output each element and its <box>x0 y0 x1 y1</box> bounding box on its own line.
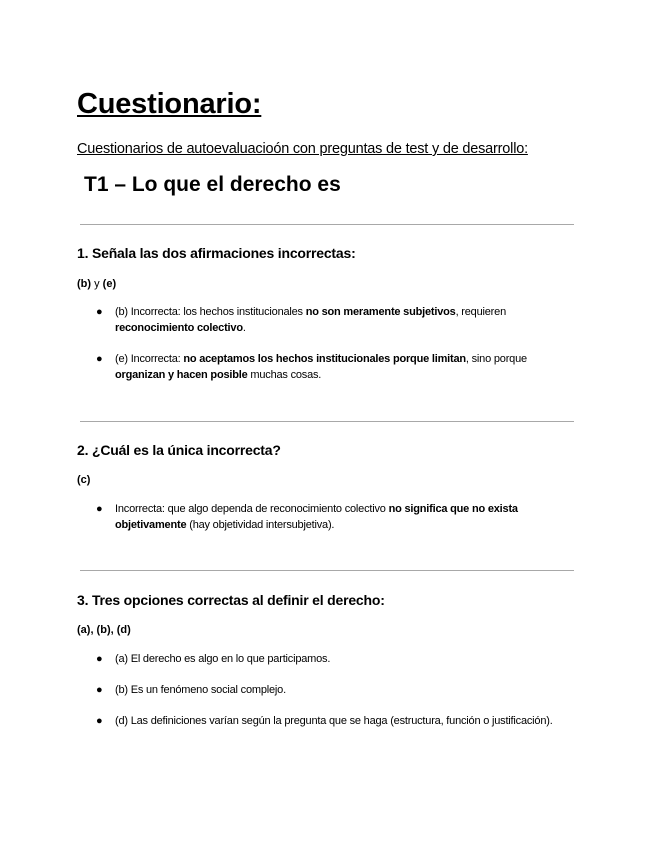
question-2-answer: (c) <box>77 474 91 486</box>
question-3-answer: (a), (b), (d) <box>77 624 131 636</box>
bullet-icon: ● <box>96 503 103 515</box>
question-1-answer: (b) y (e) <box>77 278 117 290</box>
divider <box>80 224 574 225</box>
bullet-icon: ● <box>96 684 103 696</box>
divider <box>80 570 574 571</box>
list-item: ● Incorrecta: que algo dependa de reconocimiento colectivo no significa que no exista objetivamente (hay objetividad intersubjetiva). <box>96 503 518 531</box>
divider <box>80 421 574 422</box>
question-1-title: 1. Señala las dos afirmaciones incorrectas: <box>77 245 356 261</box>
list-item: ● (d) Las definiciones varían según la pregunta que se haga (estructura, función o justificación). <box>96 715 553 727</box>
list-item: ● (b) Incorrecta: los hechos institucionales no son meramente subjetivos, requieren reconocimiento colectivo. <box>96 306 506 334</box>
document-title: Cuestionario: <box>77 88 262 120</box>
bullet-icon: ● <box>96 653 103 665</box>
list-item: ● (a) El derecho es algo en lo que participamos. <box>96 653 331 665</box>
question-2-title: 2. ¿Cuál es la única incorrecta? <box>77 442 281 458</box>
bullet-icon: ● <box>96 306 103 318</box>
topic-heading: T1 – Lo que el derecho es <box>84 173 341 196</box>
list-item: ● (b) Es un fenómeno social complejo. <box>96 684 286 696</box>
bullet-icon: ● <box>96 353 103 365</box>
bullet-icon: ● <box>96 715 103 727</box>
question-3-title: 3. Tres opciones correctas al definir el derecho: <box>77 592 385 608</box>
list-item: ● (e) Incorrecta: no aceptamos los hechos institucionales porque limitan, sino porque organizan y hacen posible muchas cosas. <box>96 353 527 381</box>
document-subtitle: Cuestionarios de autoevaluacioón con preguntas de test y de desarrollo: <box>77 141 528 157</box>
